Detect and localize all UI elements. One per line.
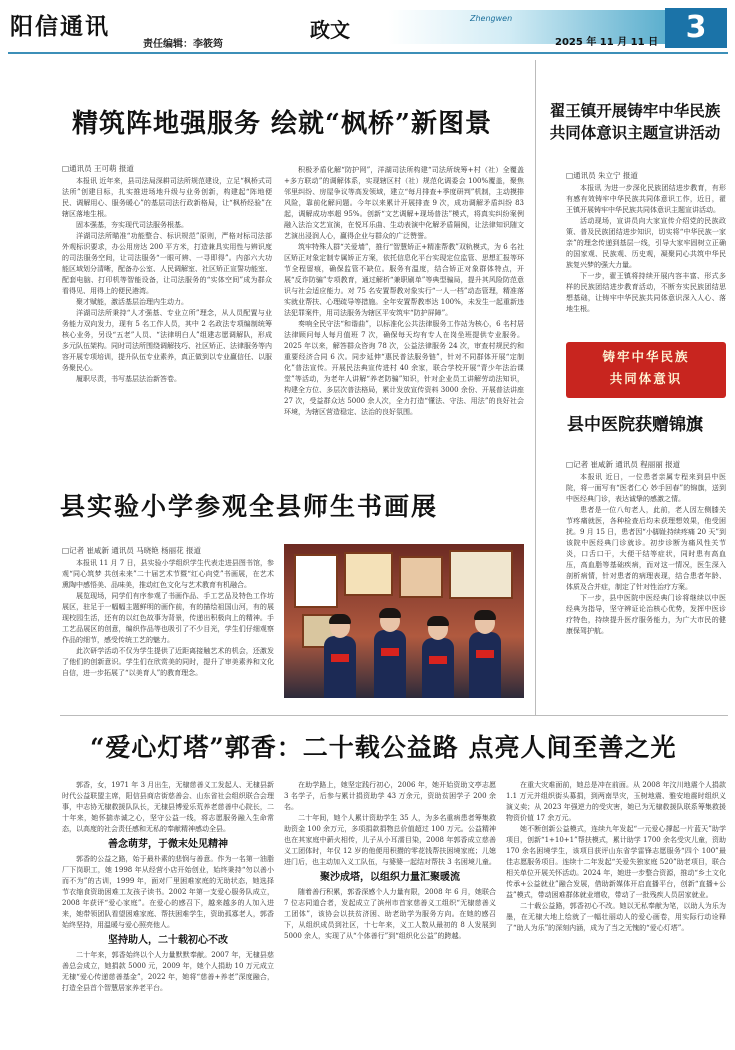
article4-photo xyxy=(284,544,524,698)
article5-subhead: 善念萌芽，于微末处见精神 xyxy=(108,839,228,850)
paragraph: 筑牢特殊人群“关爱墙”，推行“智慧矫正+精准帮教”双轨模式，为 6 名社区矫正对象定制专属矫正方案，依托信息化平台实现定位监管、思想汇报等环节全程留痕，确保监管不缺位。服务有温度，结合矫正对象群体特点，开展“反诈防骗”专项教育，通过解析“兼职刷单”等典型骗局，提升其风险防范意识与社会适应能力。对 75 名安置帮教对象实行“一人一档”动态管理，精准落实就业帮扶、心理疏导等措施。全年安置帮教率达 100%，未发生一起重新违法犯罪案件，用司法服务为辖区平安筑牢“防护屏障”。 xyxy=(284,243,524,317)
paragraph: 二十载公益路，郭香初心不改。她以无私奉献为笔，以助人为乐为墨，在无棣大地上绘就了一幅壮丽动人的爱心画卷，用实际行动诠释了“助人为乐”的深刻内涵，成为了当之无愧的“爱心灯塔”。 xyxy=(506,902,726,932)
paragraph: 下一步，县中医院中医经典门诊将继续以中医经典为指导，坚守辨证论治核心优势，发挥中医诊疗特色，持续提升医疗服务能力，为广大市民的健康保驾护航。 xyxy=(566,594,726,635)
paragraph: 积极矛盾化解“防护网”，洋湖司法所构建“司法所统筹+村（社）全覆盖+多方联动”的调解体系，实现辖区村（社）规范化调委会 100%覆盖，聚焦邻里纠纷、房屋争议等高发领域，建立“每月排查+季度研判”机制，主动摸排风险，靠前化解问题。今年以来累计开展排查 9 次，成功调解矛盾纠纷 83 起，调解成功率超 95%。创新“文艺调解+现场普法”模式，将真实纠纷案例融入法治文艺宣演，在悦耳乐曲、生动表演中化解矛盾隔阂，让法律知识随文艺演出浸润人心，赢得企业与群众的广泛赞誉。 xyxy=(284,166,524,240)
article3-title: 县中医院获赠锦旗 xyxy=(567,415,703,435)
article5-subhead: 坚持助人，二十载初心不改 xyxy=(108,935,228,946)
paragraph: 展览现场，同学们有序参观了书画作品、手工艺品及特色工作坊展区，驻足于一幅幅主题鲜明的画作前，有的描绘祖国山河，有的展现校园生活，还有的以红色故事为背景，传递出积极向上的精神。手工艺品展区的创意，编织作品等也吸引了不少目光，学生们仔细观察作品的细节，感受传统工艺的魅力。 xyxy=(62,592,274,644)
article5-col3 xyxy=(506,780,726,1042)
article5-subhead: 聚沙成塔，以组织力量汇聚暖流 xyxy=(320,872,460,883)
banner-line: 共同体意识 xyxy=(609,371,683,386)
paragraph: 固本强基，夯实现代司法服务根基。 xyxy=(76,221,188,229)
section-english: Zhengwen xyxy=(470,14,513,23)
student-figure xyxy=(422,638,454,698)
paragraph: 随着善行积累，郭香深感个人力量有限，2008 年 6 月，她联合 7 位志同道合者，发起成立了滨州市首家慈善义工组织“无棣慈善义工团体”，该协会以扶贫济困、助老助学为服务方向。在她的感召下，从组织成员到社区，十七年来，义工人数从最初的 8 人发展到 5000 余人，实现了从“个体善行”到“组织化公益”的跨越。 xyxy=(284,888,496,940)
student-figure xyxy=(469,632,501,698)
painting xyxy=(344,552,393,596)
article3-body xyxy=(566,472,726,712)
paragraph: 活动现场，宣讲员向大家宣传介绍党的民族政策、普及民族团结进步知识，切实将“中华民族一家亲”的理念传递到基层一线，引导大家牢固树立正确的国家观、民族观、历史观，凝聚同心共筑中华民族复兴梦的强大力量。 xyxy=(566,217,726,269)
paragraph: 本报讯 近年来，县司法局深耕司法所规范建设，立足“枫桥式司法所”创建目标，扎实推进场地升级与业务创新，构建起“阵地便民、调解用心、服务暖心”的基层司法行政新格局，让“枫桥经验”在辖区落地生根。 xyxy=(62,177,272,218)
article2-title xyxy=(540,100,730,144)
paragraph: 患者是一位八旬老人，此前，老人因左侧膝关节疼痛就医，各种检查后均未获理想效果，他受困扰。9 月 15 日，患者因“小脚趾持续疼痛 20 天”到该院中医经典门诊就诊。初步诊断为痛风性关节炎，口舌口干，大便干结等症状，同时患有高血压，高血脂等基础疾病，而对这一情况，医生深入剖析病情，针对患者的病理表现，结合患者年龄、体质及合并症，制定了针对性治疗方案。 xyxy=(566,506,726,591)
banner-line: 铸牢中华民族 xyxy=(602,349,690,364)
article2-body xyxy=(566,183,726,338)
paragraph: 此次研学活动不仅为学生提供了近距离接触艺术的机会，还激发了他们的创新意识。学生们在欣赏美的同时，提升了审美素养和文化自信，进一步拓展了“以美育人”的教育理念。 xyxy=(62,647,274,677)
header-divider xyxy=(8,52,728,54)
paragraph: 在重大灾难面前，她总是冲在前面。从 2008 年汶川地震个人捐款 1.1 万元并组织街头募捐，到两南旱灾，玉树地震、雅安地震时组织义演义卖；从 2023 年强逆力的受灾害，她已为无棣救援队联系筹集救援物资价值 17 余万元。 xyxy=(506,781,726,822)
paragraph: 洋湖司法所瞄准“功能整合、标识规范”原则，严格对标司法部外观标识要求，办公用房达 200 平方米，打造兼具实用性与辨识度的司法服务空间，让司法服务“一眼可辨、一寻即得”。内部六大功能区域划分清晰，配备办公室、人民调解室、社区矫正宣誓功能室、配套电脑、打印机等智能设备，让司法服务的“实体空间”成为群众看得见、用得上的便民港湾。 xyxy=(62,232,272,295)
article2-title-line: 共同体意识主题宣讲活动 xyxy=(549,123,721,142)
paragraph: 洋湖司法所秉持“人才强基、专业立所”理念，从人员配置与业务能力双向发力，现有 5 名工作人员，其中 2 名政法专项编制统筹核心业务，另设“五老”人员、“法律明白人”组建志愿调解队，形成多元队伍架构。同时司法所围绕调解技巧、社区矫正、法律服务等内容开展专项培训，提升队伍专业素养，真正做到以专业赢信任、以服务聚民心。 xyxy=(62,309,272,372)
student-figure xyxy=(324,636,356,698)
painting xyxy=(399,556,443,598)
column-divider xyxy=(535,60,536,715)
article1-title: 精筑阵地强服务 绘就“枫桥”新图景 xyxy=(72,109,492,139)
paragraph: 履职尽责，书写基层法治新答卷。 xyxy=(76,375,181,383)
article2-title-line: 翟王镇开展铸牢中华民族 xyxy=(549,101,721,120)
paragraph: 在助学路上，她坚定践行初心，2006 年，她开始资助文亭志愿 3 名学子，后参与累计捐资助学 43 万余元，资助贫困学子 200 余名。 xyxy=(284,781,496,811)
issue-date: 2025 年 11 月 11 日 xyxy=(555,37,659,48)
article5-col1 xyxy=(62,780,274,1042)
masthead-logo: 阳信通讯 xyxy=(10,13,110,40)
article5-col2 xyxy=(284,780,496,1042)
article1-byline: □通讯员 王可萌 报道 xyxy=(62,164,134,173)
article1-col2 xyxy=(284,165,524,472)
article4-title: 县实验小学参观全县师生书画展 xyxy=(60,492,439,521)
paragraph: 本报讯 11 月 7 日，县实验小学组织学生代表走进县图书馆，参观“同心筑梦 共创未来”二十届艺术节暨“红心向党”书画展，在艺术熏陶中感悟美、品味美，推动红色文化与艺术教育有机融合。 xyxy=(62,559,274,589)
paragraph: 本报讯 近日，一位患者亲属专程来到县中医院，将一面写有“医者仁心 妙手回春”的锦旗，送到中医经典门诊，表达诚挚的感激之情。 xyxy=(566,473,726,503)
article2-byline: □通讯员 朱立宁 报道 xyxy=(566,171,638,180)
page-number: 3 xyxy=(665,8,727,48)
article3-byline: □记者 崔咸新 通讯员 程丽丽 报道 xyxy=(566,460,681,469)
painting xyxy=(294,554,338,608)
student-figure xyxy=(374,630,406,698)
article4-body xyxy=(62,558,274,710)
article5-title: “爱心灯塔”郭香：二十载公益路 点亮人间至善之光 xyxy=(90,733,677,762)
paragraph: 二十年间，她个人累计资助学生 35 人，为多名重病患者筹集救助资金 100 余万元，多项捐款捐物总价值超过 100 万元。公益精神也在其家庭中薪火相传，儿子从小耳濡目染，2008 年郭香成立慈善义工团体时，年仅 12 岁的他便用积攒的零花钱帮扶困境家庭；儿媳进门后，也主动加入义工队伍，与婆婆一起结对帮扶 3 名困境儿童。 xyxy=(284,814,496,866)
banner-text xyxy=(566,346,726,390)
paragraph: 下一步，翟王镇将持续开展内容丰富、形式多样的民族团结进步教育活动，不断夯实民族团结思想基础，让铸牢中华民族共同体意识深入人心、落地生根。 xyxy=(566,272,726,313)
paragraph: 郭香的公益之路，始于最朴素的悲悯与善意。作为一名第一油脂厂下岗职工，她 1998 年从经营小店开始创业，始终秉持“勿以善小而不为”的古训，1999 年，面对厂里困难家庭的无助状态，她选择节衣缩食资助困难工友孩子读书。2002 年第一支爱心服务队成立，2008 年获评“爱心家庭”。在爱心的感召下，越来越多的人加入进来，她带领团队看望困难家庭、帮扶困难学生，资助孤寡老人，郭香始终坚持，用温暖与爱心照亮他人。 xyxy=(62,855,274,929)
paragraph: 聚才赋能，激活基层治理内生动力。 xyxy=(76,298,188,306)
article1-col1 xyxy=(62,176,272,472)
paragraph: 奏响全民守法“和谐曲”，以标准化公共法律服务工作站为核心，6 名村居法律顾问每人每月值班 7 次，确保每天均有专人在岗坐班提供专业服务。2025 年以来，解答群众咨询 78 次，公益法律服务 24 次，审查村规民约和重要经济合同 6 次。同步延伸“惠民普法服务链”，针对不同群体开展“定制化”普法宣传。开展民法典宣传进村 40 余家，联合学校开展“青少年法治课堂”等活动，为老年人讲解“养老防骗”知识，针对企业员工讲解劳动法知识，构建全方位、多层次普法格局，累计发放宣传资料 3000 余份、开展普法讲座 27 次，受益群众达 5000 余人次，全力打造“懂法、守法、用法”的良好社会环境，为辖区营造稳定、法治的良好氛围。 xyxy=(284,320,524,416)
paragraph: 二十年来，郭香始终以个人力量默默奉献。2007 年，无棣县慈善总会成立，她捐款 5000 元，2009 年，她个人捐助 10 万元成立无棣“爱心传递慈善基金”，2022 年，她将“慈善+养老”深度融合，打造全县首个智慧居家养老平台。 xyxy=(62,951,274,992)
paragraph: 郭香，女，1971 年 3 月出生，无棣慈善义工发起人、无棣县新时代公益联盟主席，阳信县商店街慈善会、山东省社会组织联合会理事，中志协无棣救援队队长，无棣县博爱乐荒养老慈善中心院长，二十年来，她怀揣赤诚之心，坚守公益一线，将志愿服务融入生命常态，以高度的社会责任感和无私的奉献精神感动全县。 xyxy=(62,781,274,833)
editor-credit: 责任编辑：李筱筠 xyxy=(143,39,223,50)
paragraph: 她不断创新公益模式，连续九年发起“一元爱心撑起一片蓝天”助学项目，创新“1+10+1”帮扶模式，累计助学 1700 余名受灾儿童，资助 170 余名困境学生，该项目获评山东省学雷锋志愿服务“四个 100”最佳志愿服务项目。连续十二年发起“关爱失独家庭 520”助老项目，联合相关单位开展关怀活动。2024 年，她进一步整合资源，推动“乡土文化传承+公益就业”融合发展，借助新媒体开启直播平台，创新“直播+公益”模式，带动困难群体就业增收，带动了一批残疾人员居家就业。 xyxy=(506,825,726,899)
section-title: 政文 xyxy=(310,18,350,42)
painting xyxy=(449,550,513,599)
section-divider xyxy=(60,715,728,716)
article4-byline: □记者 崔咸新 通讯员 马晓艳 杨丽花 报道 xyxy=(62,546,202,555)
paragraph: 本报讯 为进一步深化民族团结进步教育，有形有感有效铸牢中华民族共同体意识工作，近日，翟王镇开展铸牢中华民族共同体意识主题宣讲活动。 xyxy=(566,184,726,214)
